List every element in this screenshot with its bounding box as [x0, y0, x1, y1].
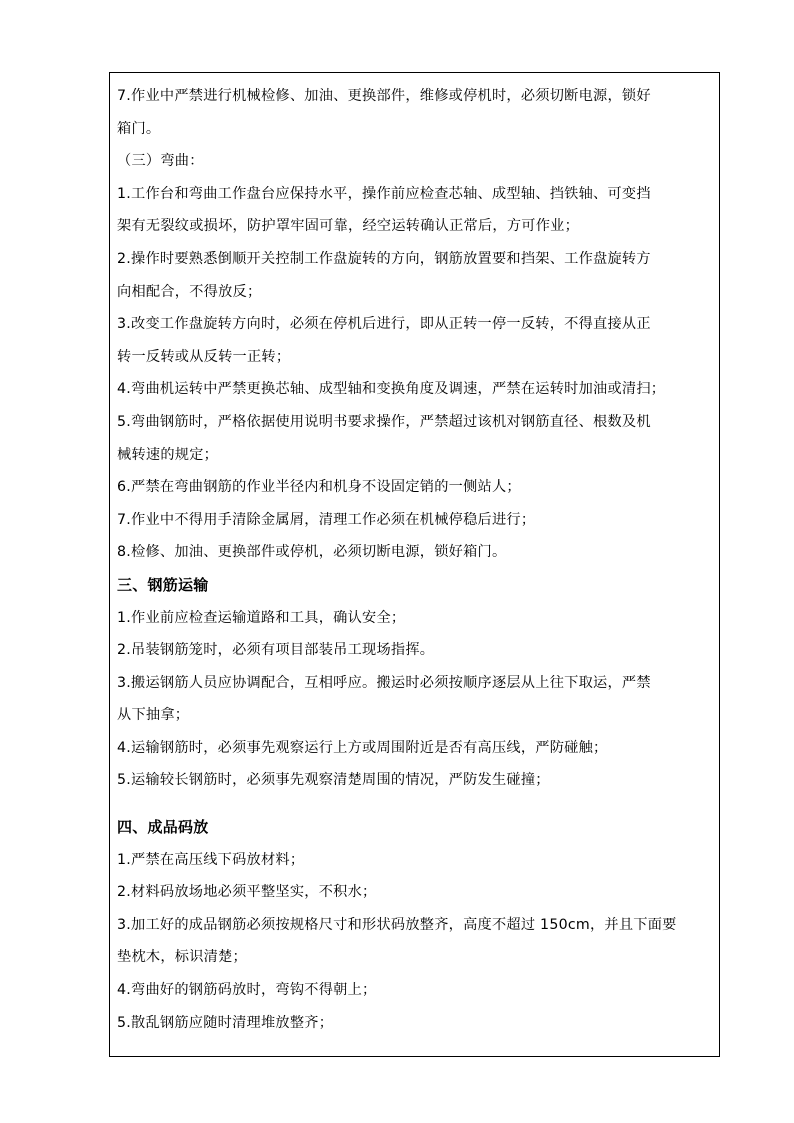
- text-line: 5.散乱钢筋应随时清理堆放整齐；: [117, 1014, 334, 1031]
- text-line: 3.改变工作盘旋转方向时，必须在停机后进行，即从正转一停一反转，不得直接从正: [117, 316, 651, 333]
- text-line: 2.材料码放场地必须平整坚实，不积水；: [117, 884, 377, 901]
- text-line: 2.操作时要熟悉倒顺开关控制工作盘旋转的方向，钢筋放置要和挡架、工作盘旋转方: [117, 250, 651, 267]
- text-line: 2.吊装钢筋笼时，必须有项目部装吊工现场指挥。: [117, 642, 435, 659]
- text-line: 7.作业中不得用手清除金属屑，清理工作必须在机械停稳后进行；: [117, 511, 536, 528]
- text-line: 3.搬运钢筋人员应协调配合，互相呼应。搬运时必须按顺序逐层从上往下取运，严禁: [117, 674, 651, 691]
- text-line: 6.严禁在弯曲钢筋的作业半径内和机身不设固定销的一侧站人；: [117, 479, 521, 496]
- text-line: 架有无裂纹或损坏，防护罩牢固可靠，经空运转确认正常后，方可作业；: [117, 218, 580, 235]
- text-line: 向相配合，不得放反；: [117, 283, 262, 300]
- text-line: 转一反转或从反转一正转；: [117, 348, 291, 365]
- text-line: 8.检修、加油、更换部件或停机，必须切断电源，锁好箱门。: [117, 544, 507, 561]
- text-line: 4.弯曲机运转中严禁更换芯轴、成型轴和变换角度及调速，严禁在运转时加油或清扫；: [117, 381, 666, 398]
- text-line: 5.运输较长钢筋时，必须事先观察清楚周围的情况，严防发生碰撞；: [117, 772, 550, 789]
- subsection-heading: （三）弯曲：: [117, 153, 204, 170]
- text-line: 1.作业前应检查运输道路和工具，确认安全；: [117, 609, 406, 626]
- text-line: 1.严禁在高压线下码放材料；: [117, 851, 305, 868]
- document-table-cell: [109, 72, 720, 1057]
- blank-spacer: [117, 797, 714, 811]
- text-line: 4.运输钢筋时，必须事先观察运行上方或周围附近是否有高压线，严防碰触；: [117, 739, 608, 756]
- document-body: [117, 80, 714, 1039]
- text-line: 3.加工好的成品钢筋必须按规格尺寸和形状码放整齐，高度不超过 150cm，并且下面要: [117, 916, 677, 933]
- text-line: 7.作业中严禁进行机械检修、加油、更换部件，维修或停机时，必须切断电源，锁好: [117, 88, 651, 104]
- text-line: 械转速的规定；: [117, 446, 219, 463]
- text-line: 4.弯曲好的钢筋码放时，弯钩不得朝上；: [117, 982, 377, 999]
- text-line: 垫枕木，标识清楚；: [117, 949, 247, 966]
- text-line: 1.工作台和弯曲工作盘台应保持水平，操作前应检查芯轴、成型轴、挡铁轴、可变挡: [117, 185, 651, 202]
- section-heading-stacking: 四、成品码放: [117, 818, 209, 837]
- text-line: 从下抽拿；: [117, 707, 190, 724]
- text-line: 5.弯曲钢筋时，严格依据使用说明书要求操作，严禁超过该机对钢筋直径、根数及机: [117, 413, 651, 430]
- text-line: 箱门。: [117, 120, 161, 137]
- section-heading-transport: 三、钢筋运输: [117, 575, 209, 594]
